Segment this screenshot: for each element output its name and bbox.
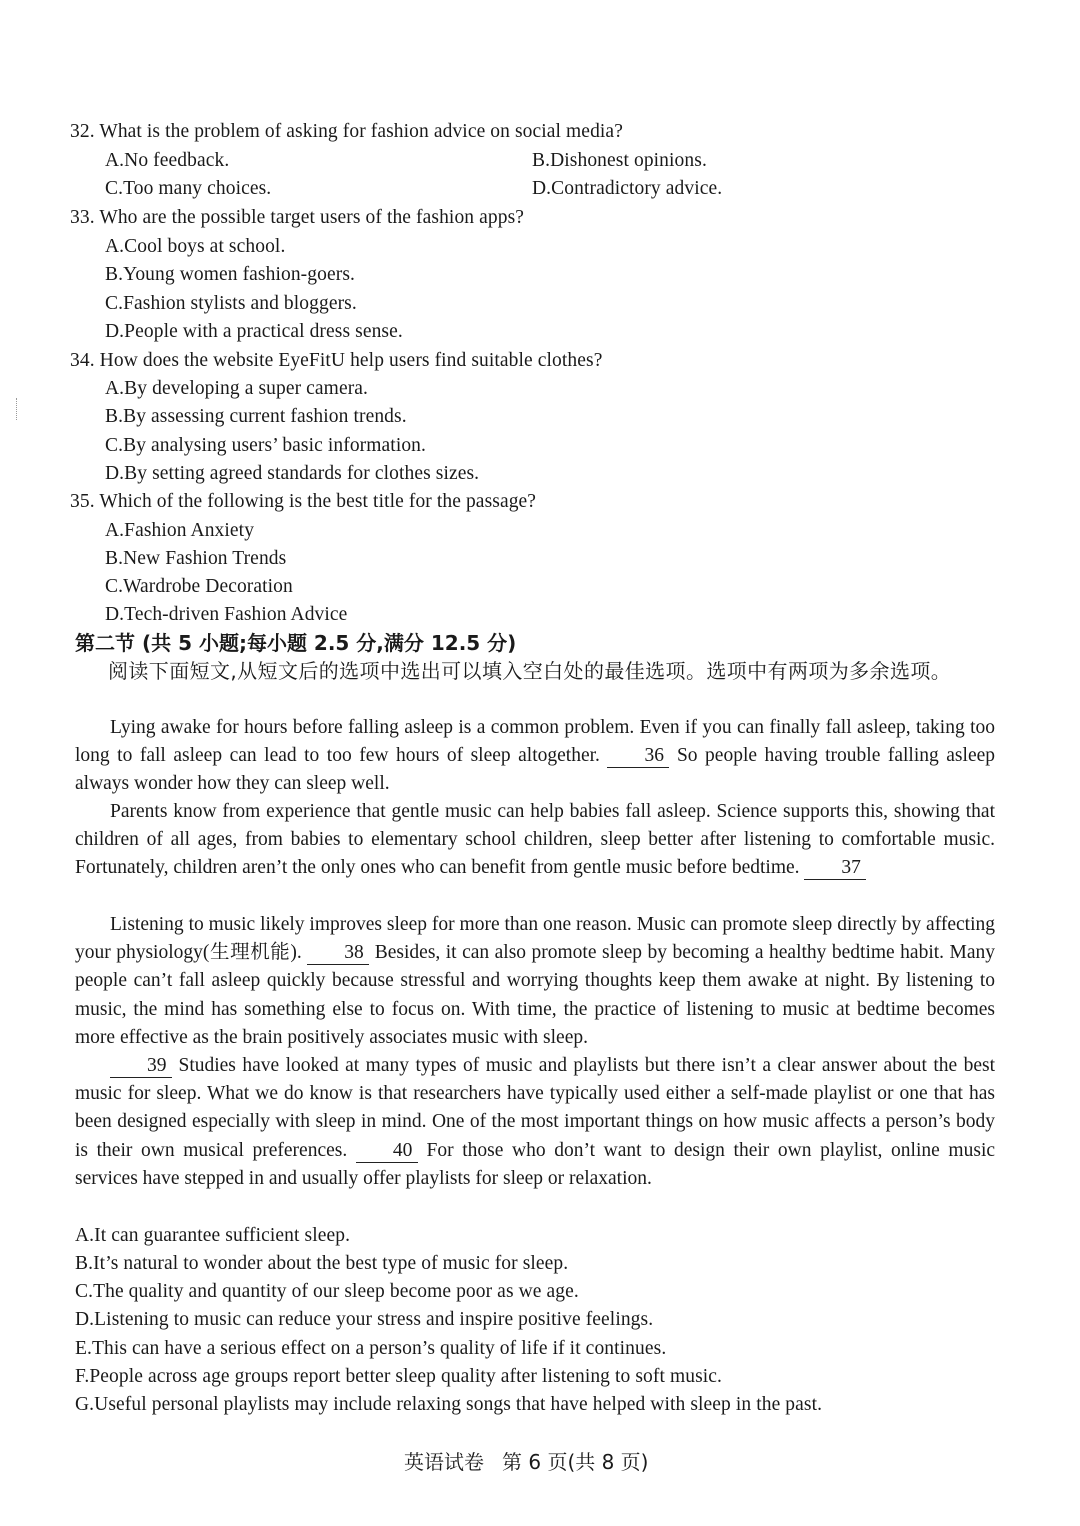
choice-text: This can have a serious effect on a person’s quality of life if it continues. [92, 1338, 667, 1359]
option-label: A. [105, 236, 125, 257]
option-text: By developing a super camera. [124, 378, 369, 399]
option-label: C. [105, 435, 124, 456]
choice-label: E. [75, 1338, 92, 1359]
choice-g [75, 1391, 822, 1419]
blank-36[interactable]: 36 [607, 745, 669, 768]
option-32-b [532, 147, 707, 175]
question-text: What is the problem of asking for fashion advice on social media? [99, 121, 623, 142]
option-text: Wardrobe Decoration [123, 576, 293, 597]
option-text: Young women fashion-goers. [123, 264, 355, 285]
option-label: A. [105, 150, 125, 171]
option-text: Contradictory advice. [551, 178, 723, 199]
choice-d [75, 1306, 653, 1334]
passage-text: Besides, it can also promote sleep by becoming a healthy bedtime habit. Many people can’t fall asleep quickly because stressful and worrying thoughts keep them awake at night. By listening to music, the mind has something else to focus on. With time, the practice of listening to music at bedtime becomes more effective as the brain positively associates music with sleep. [75, 942, 996, 1048]
option-label: B. [105, 406, 124, 427]
option-label: D. [105, 321, 125, 342]
option-32-c [105, 175, 271, 203]
choice-label: C. [75, 1281, 94, 1302]
option-text: Cool boys at school. [124, 236, 286, 257]
option-label: C. [105, 178, 124, 199]
question-number: 35. [70, 491, 95, 512]
question-34 [70, 347, 602, 375]
option-label: B. [105, 548, 124, 569]
choice-label: G. [75, 1394, 95, 1415]
option-35-c [105, 573, 293, 601]
question-text: Who are the possible target users of the fashion apps? [99, 207, 525, 228]
choice-b [75, 1250, 568, 1278]
section-instructions: 阅读下面短文,从短文后的选项中选出可以填入空白处的最佳选项。选项中有两项为多余选项。 [108, 659, 952, 683]
question-text: How does the website EyeFitU help users find suitable clothes? [99, 350, 603, 371]
passage-text: Listening to music likely improves sleep for more than one reason. Music can promote sleep directly by affecting your physiology(生理机能). [75, 914, 995, 964]
blank-39[interactable]: 39 [110, 1055, 172, 1078]
passage-paragraph-2 [75, 798, 995, 883]
choice-text: Useful personal playlists may include relaxing songs that have helped with sleep in the past. [94, 1394, 823, 1415]
option-35-b [105, 545, 286, 573]
choice-label: A. [75, 1225, 95, 1246]
option-34-a [105, 375, 368, 403]
choice-text: It can guarantee sufficient sleep. [94, 1225, 351, 1246]
question-32 [70, 118, 623, 146]
footer-subject: 英语试卷 [404, 1450, 484, 1474]
footer-page-number: 第 6 页(共 8 页) [502, 1450, 649, 1474]
option-34-d [105, 460, 479, 488]
blank-40[interactable]: 40 [356, 1140, 418, 1163]
question-text: Which of the following is the best title for the passage? [99, 491, 537, 512]
choice-text: Listening to music can reduce your stress and inspire positive feelings. [94, 1309, 654, 1330]
choice-label: F. [75, 1366, 90, 1387]
option-label: C. [105, 293, 124, 314]
option-text: No feedback. [124, 150, 230, 171]
option-label: D. [105, 604, 125, 625]
option-label: C. [105, 576, 124, 597]
question-33 [70, 204, 524, 232]
section-heading [75, 629, 516, 657]
option-label: A. [105, 520, 125, 541]
option-33-a [105, 233, 285, 261]
option-32-a [105, 147, 229, 175]
passage-text: Parents know from experience that gentle music can help babies fall asleep. Science supports this, showing that children of all ages, from babies to elementary school children, sleep better after listening to comfortable music. Fortunately, children aren’t the only ones who can benefit from gentle music before bedtime. [75, 801, 995, 879]
option-text: People with a practical dress sense. [124, 321, 403, 342]
option-32-d [532, 175, 722, 203]
option-label: B. [532, 150, 551, 171]
choice-f [75, 1363, 722, 1391]
option-label: B. [105, 264, 124, 285]
passage-text: Lying awake for hours before falling asleep is a common problem. Even if you can finally fall asleep, taking too long to fall asleep can lead to too few hours of sleep altogether. [75, 717, 995, 767]
option-text: Dishonest opinions. [550, 150, 707, 171]
choice-text: People across age groups report better sleep quality after listening to soft music. [89, 1366, 723, 1387]
option-33-c [105, 290, 357, 318]
option-text: By analysing users’ basic information. [123, 435, 427, 456]
option-text: Fashion Anxiety [124, 520, 255, 541]
option-33-d [105, 318, 403, 346]
blank-38[interactable]: 38 [307, 942, 369, 965]
option-text: New Fashion Trends [123, 548, 287, 569]
option-35-a [105, 517, 254, 545]
passage-text: For those who don’t want to design their own playlist, online music services have stepped in and usually offer playlists for sleep or relaxation. [75, 1139, 996, 1189]
option-label: D. [105, 463, 125, 484]
choice-c [75, 1278, 579, 1306]
option-text: By setting agreed standards for clothes sizes. [124, 463, 480, 484]
section-title: 第二节 [75, 631, 135, 655]
question-35 [70, 488, 536, 516]
question-number: 33. [70, 207, 95, 228]
option-text: By assessing current fashion trends. [123, 406, 407, 427]
choice-text: It’s natural to wonder about the best type of music for sleep. [93, 1253, 569, 1274]
passage-paragraph-4 [75, 1052, 995, 1193]
option-34-c [105, 432, 426, 460]
option-34-b [105, 403, 407, 431]
choice-label: D. [75, 1309, 95, 1330]
option-33-b [105, 261, 355, 289]
margin-mark [16, 398, 19, 420]
option-text: Too many choices. [123, 178, 272, 199]
choice-text: The quality and quantity of our sleep become poor as we age. [93, 1281, 579, 1302]
passage-text: So people having trouble falling asleep always wonder how they can sleep well. [75, 745, 996, 795]
choice-a [75, 1222, 350, 1250]
passage-paragraph-1 [75, 714, 995, 799]
choice-label: B. [75, 1253, 94, 1274]
blank-37[interactable]: 37 [804, 857, 866, 880]
option-35-d [105, 601, 347, 629]
option-text: Tech-driven Fashion Advice [124, 604, 348, 625]
question-number: 34. [70, 350, 95, 371]
passage-text: Studies have looked at many types of music and playlists but there isn’t a clear answer about the best music for sleep. What we do know is that researchers have typically used either a self-made playlist or one that has been designed especially with sleep in mind. One of the most important things on how music affects a person’s body is their own musical preferences. [75, 1055, 996, 1161]
section-scoring: (共 5 小题;每小题 2.5 分,满分 12.5 分) [141, 631, 517, 655]
question-number: 32. [70, 121, 95, 142]
option-label: A. [105, 378, 125, 399]
page-footer [404, 1448, 648, 1476]
option-label: D. [532, 178, 552, 199]
option-text: Fashion stylists and bloggers. [123, 293, 357, 314]
choice-e [75, 1335, 666, 1363]
passage-paragraph-3 [75, 911, 995, 1052]
